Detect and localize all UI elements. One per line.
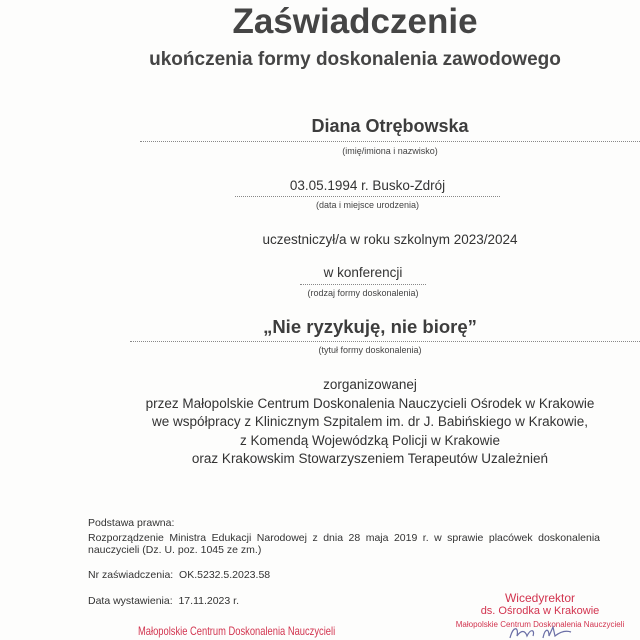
certificate-number-value: OK.5232.5.2023.58	[179, 569, 271, 581]
form-title-dotted-line	[130, 341, 640, 342]
form-type: w konferencji	[323, 265, 403, 280]
signature	[505, 624, 575, 640]
issue-date-label: Data wystawienia:	[88, 595, 173, 607]
birth-info: 03.05.1994 r. Busko-Zdrój	[289, 178, 446, 193]
birth-dotted-line	[235, 196, 500, 197]
organizer-line: zorganizowanej	[323, 377, 417, 392]
stamp-department: ds. Ośrodka w Krakowie	[480, 605, 600, 617]
certificate-number	[88, 569, 270, 581]
name-dotted-line	[140, 141, 640, 142]
organizer-line: z Komendą Wojewódzką Policji w Krakowie	[239, 432, 501, 448]
name-label: (imię/imiona i nazwisko)	[342, 146, 438, 156]
legal-heading: Podstawa prawna:	[88, 517, 175, 529]
organizer-line: przez Małopolskie Centrum Doskonalenia Nauczycieli Ośrodek w Krakowie	[145, 395, 595, 411]
form-type-dotted-line	[300, 284, 426, 285]
certificate-subtitle: ukończenia formy doskonalenia zawodowego	[149, 49, 561, 70]
stamp-institution: Małopolskie Centrum Doskonalenia Nauczycieli	[455, 620, 625, 629]
participant-name: Diana Otrębowska	[311, 116, 469, 136]
organizers	[90, 376, 640, 469]
form-title: „Nie ryzykuję, nie biorę”	[263, 316, 477, 337]
legal-text: Rozporządzenie Ministra Edukacji Narodowej z dnia 28 maja 2019 r. w sprawie placówek doskonalenia nauczycieli (Dz. U. poz. 1045 ze zm.)	[88, 532, 600, 556]
organizer-line: we współpracy z Klinicznym Szpitalem im. dr J. Babińskiego w Krakowie,	[152, 414, 588, 429]
participation-text: uczestniczył/a w roku szkolnym 2023/2024	[262, 232, 518, 247]
form-title-label: (tytuł formy doskonalenia)	[318, 345, 422, 355]
issue-date	[88, 595, 239, 607]
organizer-line: oraz Krakowskim Stowarzyszeniem Terapeutów Uzależnień	[191, 451, 549, 466]
form-type-label: (rodzaj formy doskonalenia)	[307, 288, 419, 298]
issue-date-value: 17.11.2023 r.	[178, 595, 239, 607]
stamp-position: Wicedyrektor	[504, 591, 575, 605]
institution-stamp: Małopolskie Centrum Doskonalenia Nauczycieli	[138, 624, 336, 638]
birth-label: (data i miejsce urodzenia)	[315, 200, 420, 210]
certificate-title: Zaświadczenie	[232, 2, 478, 41]
certificate-number-label: Nr zaświadczenia:	[88, 569, 174, 581]
